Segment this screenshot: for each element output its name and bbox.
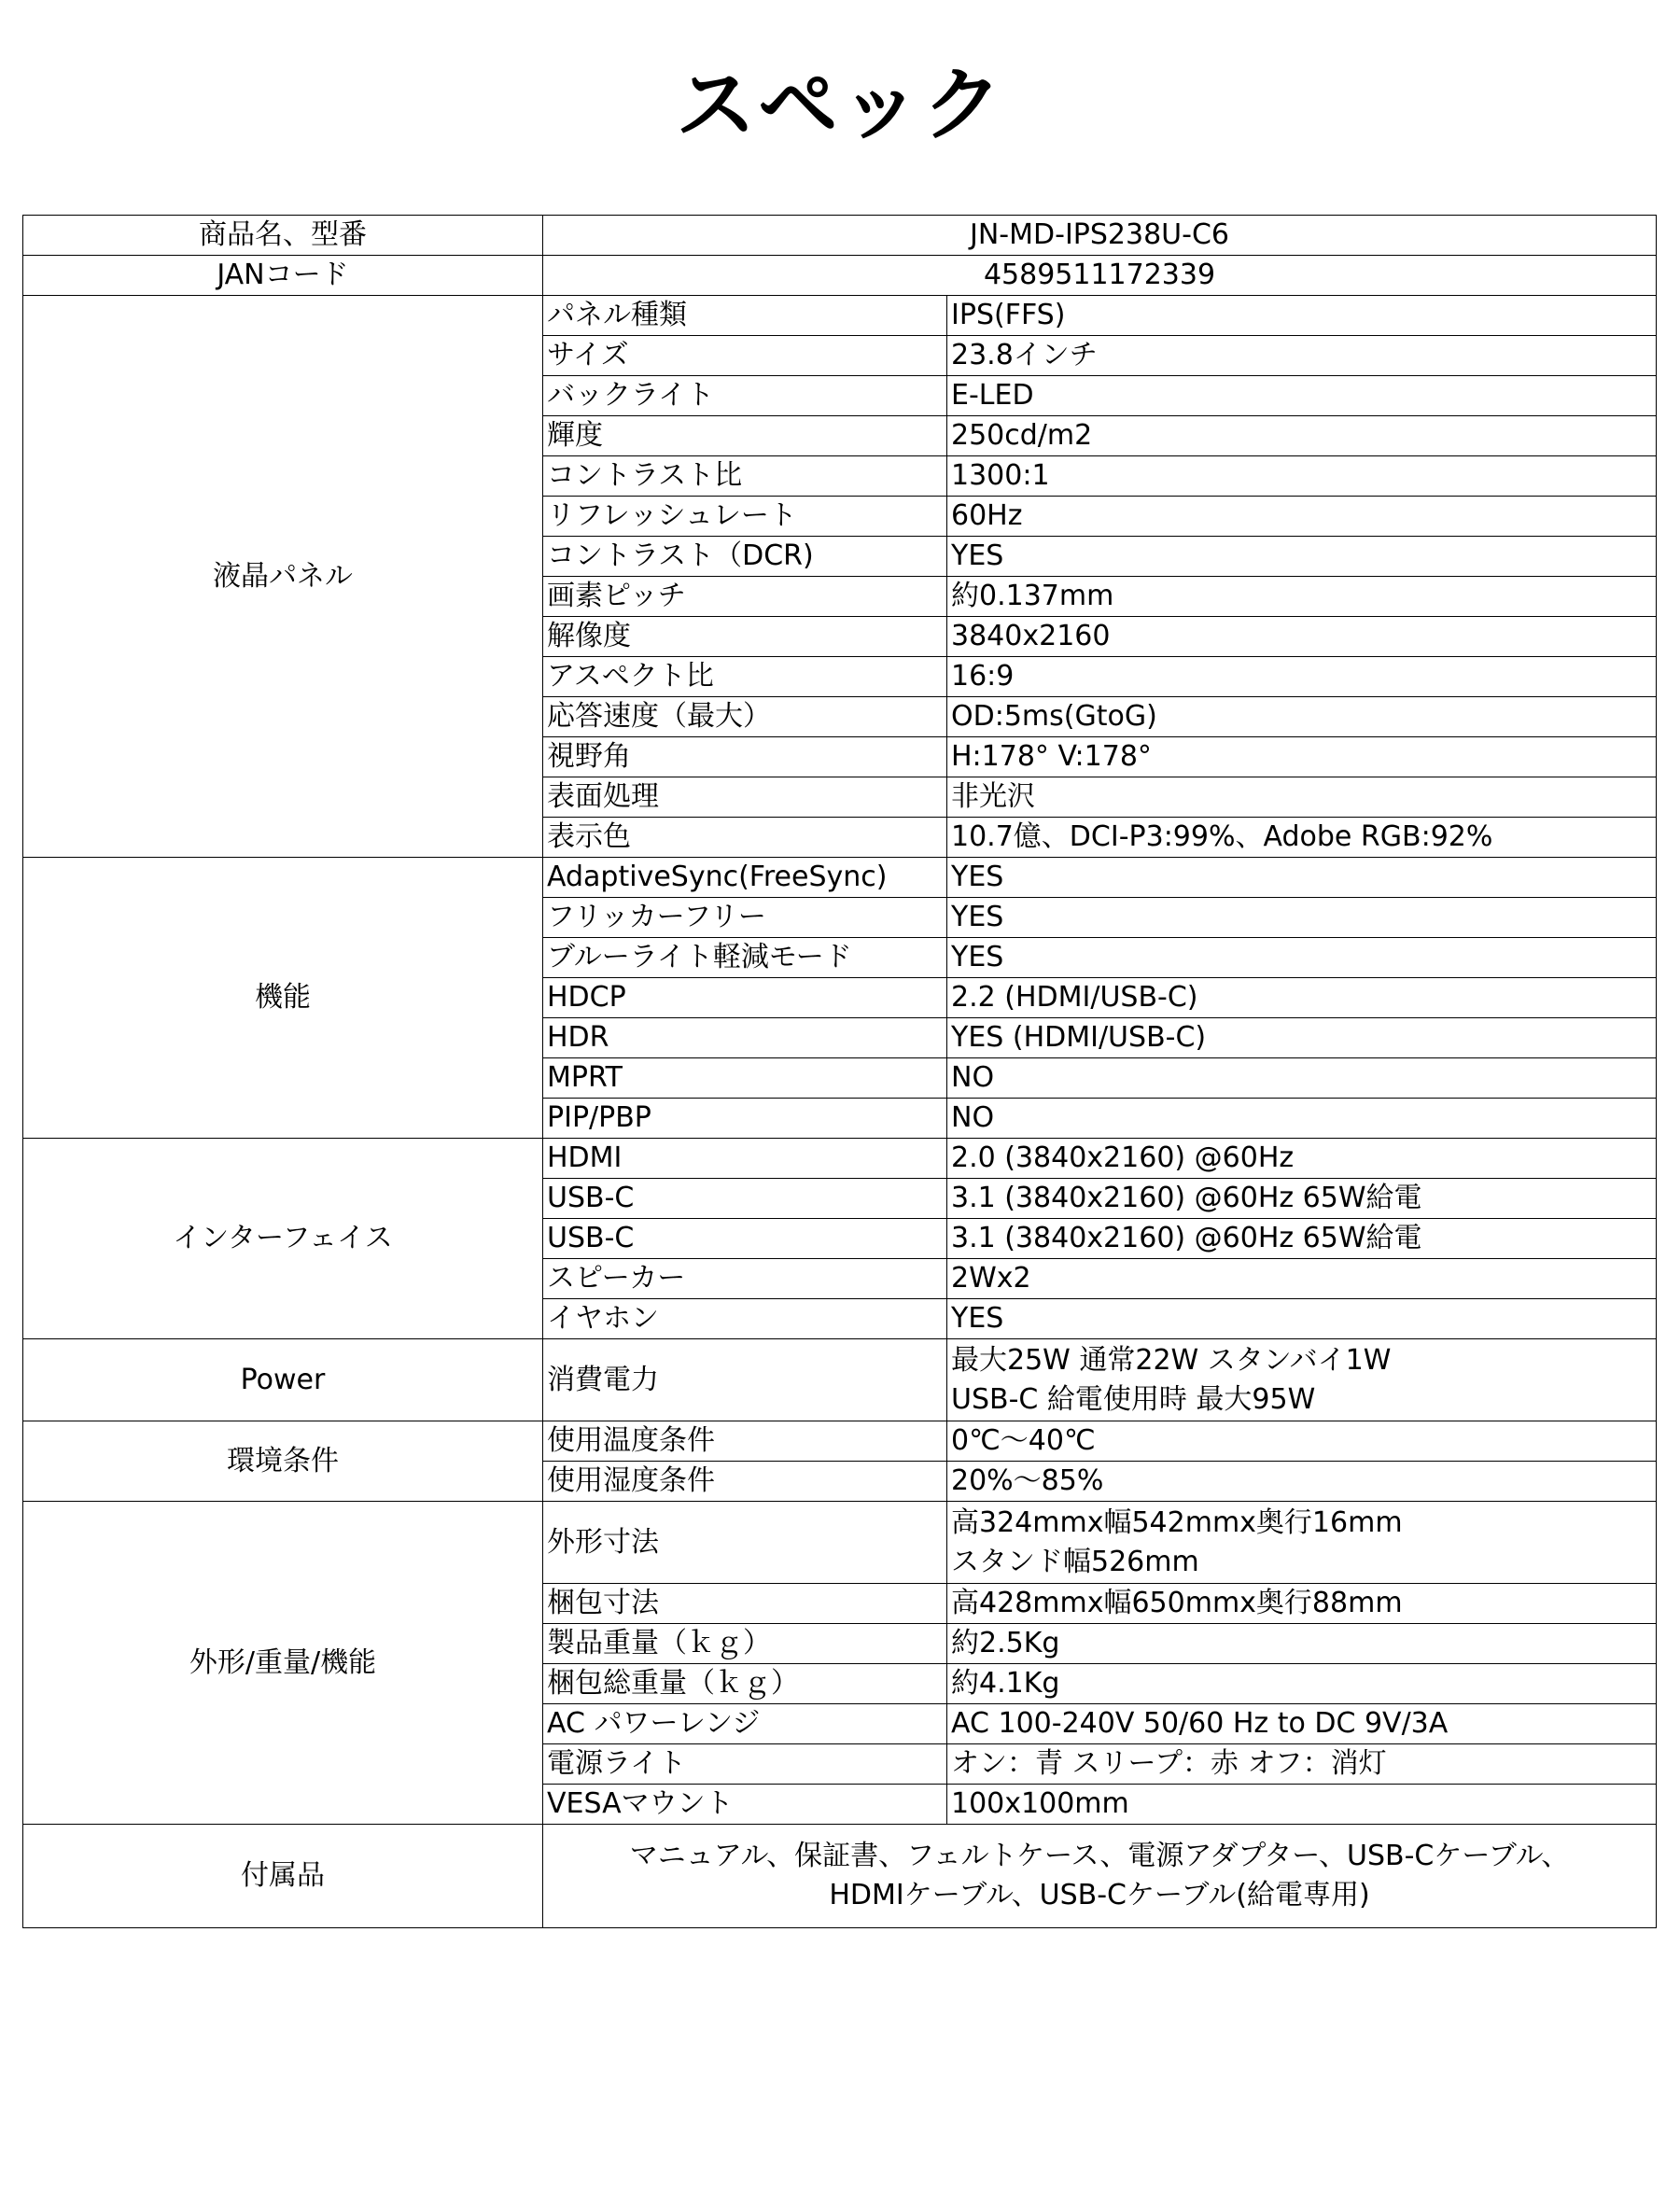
- spec-label: アスペクト比: [543, 657, 947, 697]
- page-title: スペック: [676, 59, 1004, 152]
- spec-value: [947, 737, 1657, 777]
- accessories-line: HDMIケーブル、USB-Cケーブル(給電専用): [829, 1879, 1370, 1911]
- spec-value: [947, 978, 1657, 1018]
- spec-value: [947, 376, 1657, 416]
- spec-value-line: 0℃～40℃: [951, 1424, 1096, 1457]
- spec-value-line: 60Hz: [951, 499, 1023, 532]
- spec-value-line: YES (HDMI/USB-C): [951, 1021, 1207, 1054]
- spec-value-line: USB-C 給電使用時 最大95W: [951, 1382, 1316, 1416]
- spec-label: USB-C: [543, 1219, 947, 1259]
- spec-label: サイズ: [543, 336, 947, 376]
- spec-value-line: 250cd/m2: [951, 419, 1093, 452]
- spec-label: VESAマウント: [543, 1785, 947, 1825]
- category-cell: Power: [23, 1339, 543, 1421]
- category-cell: 環境条件: [23, 1421, 543, 1502]
- row-label: JANコード: [23, 256, 543, 296]
- table-row: [23, 216, 1657, 256]
- spec-value-line: NO: [951, 1061, 995, 1094]
- spec-value: [947, 1299, 1657, 1339]
- spec-value-line: 非光沢: [951, 780, 1035, 813]
- spec-value: [947, 1462, 1657, 1502]
- spec-value: [947, 1339, 1657, 1421]
- spec-value: [947, 1664, 1657, 1704]
- spec-label: 輝度: [543, 416, 947, 456]
- spec-value-line: 10.7億、DCI-P3:99%、Adobe RGB:92%: [951, 820, 1493, 853]
- spec-label: 梱包寸法: [543, 1584, 947, 1624]
- spec-label: 解像度: [543, 617, 947, 657]
- spec-value-line: YES: [951, 941, 1004, 973]
- spec-value: [947, 1785, 1657, 1825]
- table-row: [23, 858, 1657, 898]
- spec-label: MPRT: [543, 1058, 947, 1099]
- spec-value-line: スタンド幅526mm: [951, 1545, 1199, 1578]
- spec-value: [947, 1179, 1657, 1219]
- spec-value-line: 16:9: [951, 660, 1015, 693]
- spec-label: 視野角: [543, 737, 947, 777]
- spec-value-line: YES: [951, 539, 1004, 572]
- spec-label: 表面処理: [543, 777, 947, 818]
- spec-label: HDCP: [543, 978, 947, 1018]
- spec-label: 画素ピッチ: [543, 577, 947, 617]
- spec-value-line: 3.1 (3840x2160) @60Hz 65W給電: [951, 1182, 1422, 1214]
- spec-value: [947, 858, 1657, 898]
- spec-value: [947, 1018, 1657, 1058]
- category-cell: 液晶パネル: [23, 296, 543, 858]
- spec-value-line: 20%～85%: [951, 1464, 1104, 1497]
- row-label: 商品名、型番: [23, 216, 543, 256]
- spec-value: [947, 1624, 1657, 1664]
- spec-value: [947, 497, 1657, 537]
- spec-value-line: 高428mmx幅650mmx奥行88mm: [951, 1587, 1403, 1619]
- spec-value: [947, 1421, 1657, 1462]
- spec-value: [947, 1704, 1657, 1744]
- spec-label: フリッカーフリー: [543, 898, 947, 938]
- table-row: [23, 1502, 1657, 1584]
- spec-value: [947, 938, 1657, 978]
- spec-value-line: 2.2 (HDMI/USB-C): [951, 981, 1198, 1014]
- spec-value: [947, 1502, 1657, 1584]
- spec-value: [947, 416, 1657, 456]
- spec-value: [947, 777, 1657, 818]
- spec-label: HDMI: [543, 1139, 947, 1179]
- spec-value-line: OD:5ms(GtoG): [951, 700, 1157, 733]
- accessories-line: マニュアル、保証書、フェルトケース、電源アダプター、USB-Cケーブル、: [629, 1840, 1570, 1872]
- spec-value: [947, 296, 1657, 336]
- spec-value: [947, 456, 1657, 497]
- table-row: [23, 1825, 1657, 1928]
- spec-value-line: 約4.1Kg: [951, 1667, 1060, 1700]
- spec-value: [947, 1584, 1657, 1624]
- spec-label: 電源ライト: [543, 1744, 947, 1785]
- category-cell: 外形/重量/機能: [23, 1502, 543, 1825]
- spec-label: AC パワーレンジ: [543, 1704, 947, 1744]
- spec-value-line: 2Wx2: [951, 1262, 1031, 1295]
- spec-label: コントラスト（DCR): [543, 537, 947, 577]
- spec-label: PIP/PBP: [543, 1099, 947, 1139]
- spec-label: イヤホン: [543, 1299, 947, 1339]
- spec-value-line: AC 100-240V 50/60 Hz to DC 9V/3A: [951, 1707, 1449, 1740]
- table-row: [23, 256, 1657, 296]
- spec-label: リフレッシュレート: [543, 497, 947, 537]
- spec-value: [947, 336, 1657, 376]
- spec-value-line: 高324mmx幅542mmx奥行16mm: [951, 1505, 1403, 1539]
- row-value: 4589511172339: [543, 256, 1657, 296]
- spec-value: [947, 1219, 1657, 1259]
- spec-value: [947, 577, 1657, 617]
- category-cell: 付属品: [23, 1825, 543, 1928]
- spec-value-line: 23.8インチ: [951, 339, 1098, 371]
- spec-label: 使用湿度条件: [543, 1462, 947, 1502]
- spec-value-line: YES: [951, 861, 1004, 893]
- spec-value: [947, 1139, 1657, 1179]
- spec-value: [947, 657, 1657, 697]
- category-cell: 機能: [23, 858, 543, 1139]
- spec-label: 外形寸法: [543, 1502, 947, 1584]
- spec-value: [947, 697, 1657, 737]
- spec-value-line: 3840x2160: [951, 620, 1111, 652]
- spec-table: [22, 215, 1657, 1928]
- accessories-value: [543, 1825, 1657, 1928]
- table-row: [23, 1421, 1657, 1462]
- spec-value-line: 2.0 (3840x2160) @60Hz: [951, 1141, 1295, 1174]
- spec-value: [947, 537, 1657, 577]
- spec-label: バックライト: [543, 376, 947, 416]
- spec-label: 製品重量（ｋｇ）: [543, 1624, 947, 1664]
- spec-label: USB-C: [543, 1179, 947, 1219]
- spec-value-line: E-LED: [951, 379, 1034, 412]
- table-row: [23, 296, 1657, 336]
- spec-value-line: 3.1 (3840x2160) @60Hz 65W給電: [951, 1222, 1422, 1254]
- spec-label: 表示色: [543, 818, 947, 858]
- spec-label: HDR: [543, 1018, 947, 1058]
- spec-value: [947, 1259, 1657, 1299]
- spec-value-line: オン：青 スリープ：赤 オフ：消灯: [951, 1747, 1387, 1780]
- table-row: [23, 1339, 1657, 1421]
- spec-label: 使用温度条件: [543, 1421, 947, 1462]
- spec-value-line: IPS(FFS): [951, 299, 1066, 331]
- spec-value: [947, 617, 1657, 657]
- spec-label: 梱包総重量（ｋｇ）: [543, 1664, 947, 1704]
- spec-value: [947, 818, 1657, 858]
- spec-value-line: YES: [951, 901, 1004, 933]
- category-cell: インターフェイス: [23, 1139, 543, 1339]
- spec-label: 消費電力: [543, 1339, 947, 1421]
- spec-value: [947, 898, 1657, 938]
- spec-value-line: NO: [951, 1101, 995, 1134]
- spec-value: [947, 1744, 1657, 1785]
- spec-label: AdaptiveSync(FreeSync): [543, 858, 947, 898]
- spec-label: パネル種類: [543, 296, 947, 336]
- table-row: [23, 1139, 1657, 1179]
- spec-value-line: 約2.5Kg: [951, 1627, 1060, 1659]
- spec-value-line: 100x100mm: [951, 1787, 1129, 1820]
- spec-value-line: 最大25W 通常22W スタンバイ1W: [951, 1343, 1392, 1377]
- spec-value-line: H:178° V:178°: [951, 740, 1152, 773]
- spec-label: ブルーライト軽減モード: [543, 938, 947, 978]
- spec-label: スピーカー: [543, 1259, 947, 1299]
- spec-value-line: 約0.137mm: [951, 580, 1114, 612]
- spec-value: [947, 1058, 1657, 1099]
- spec-value-line: YES: [951, 1302, 1004, 1335]
- spec-label: コントラスト比: [543, 456, 947, 497]
- spec-label: 応答速度（最大）: [543, 697, 947, 737]
- row-value: JN-MD-IPS238U-C6: [543, 216, 1657, 256]
- spec-value: [947, 1099, 1657, 1139]
- spec-value-line: 1300:1: [951, 459, 1050, 492]
